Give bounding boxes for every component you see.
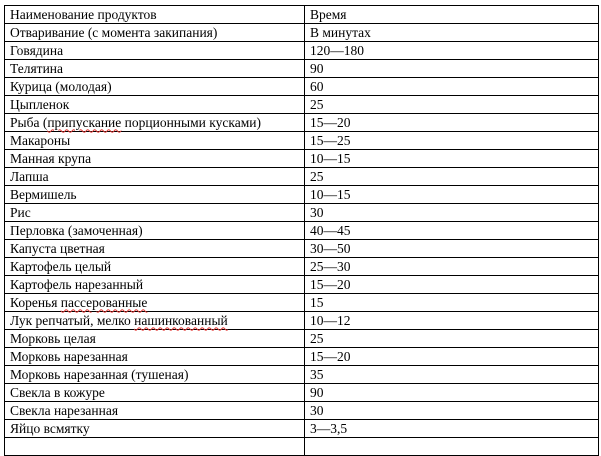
table-row bbox=[5, 132, 599, 150]
table-row bbox=[5, 366, 599, 384]
time-cell: 25—30 bbox=[305, 258, 599, 276]
time-cell: 15—20 bbox=[305, 348, 599, 366]
product-cell: Капуста цветная bbox=[5, 240, 305, 258]
product-cell bbox=[5, 114, 305, 132]
product-cell: Морковь нарезанная bbox=[5, 348, 305, 366]
table-row bbox=[5, 276, 599, 294]
product-cell: Картофель целый bbox=[5, 258, 305, 276]
table-row bbox=[5, 258, 599, 276]
product-cell: Вермишель bbox=[5, 186, 305, 204]
table-row bbox=[5, 6, 599, 24]
time-cell: 25 bbox=[305, 96, 599, 114]
text-segment: порционными кусками) bbox=[121, 114, 261, 130]
product-cell: Отваривание (с момента закипания) bbox=[5, 24, 305, 42]
time-cell: 10—15 bbox=[305, 186, 599, 204]
table-row bbox=[5, 168, 599, 186]
table-row bbox=[5, 150, 599, 168]
time-cell: 60 bbox=[305, 78, 599, 96]
product-cell bbox=[5, 312, 305, 330]
product-cell: Свекла в кожуре bbox=[5, 384, 305, 402]
table-row bbox=[5, 294, 599, 312]
text-segment: Коренья bbox=[10, 294, 61, 310]
time-cell: 10—15 bbox=[305, 150, 599, 168]
table-row bbox=[5, 24, 599, 42]
product-cell: Макароны bbox=[5, 132, 305, 150]
time-cell: Время bbox=[305, 6, 599, 24]
product-cell bbox=[5, 294, 305, 312]
table-row bbox=[5, 42, 599, 60]
table-row bbox=[5, 204, 599, 222]
product-cell: Телятина bbox=[5, 60, 305, 78]
table-row bbox=[5, 420, 599, 438]
time-cell bbox=[305, 438, 599, 456]
time-cell: 3—3,5 bbox=[305, 420, 599, 438]
product-cell: Цыпленок bbox=[5, 96, 305, 114]
product-cell bbox=[5, 438, 305, 456]
product-cell: Наименование продуктов bbox=[5, 6, 305, 24]
table-row bbox=[5, 96, 599, 114]
time-cell: 10—12 bbox=[305, 312, 599, 330]
product-cell: Морковь нарезанная (тушеная) bbox=[5, 366, 305, 384]
product-cell: Свекла нарезанная bbox=[5, 402, 305, 420]
table-row bbox=[5, 312, 599, 330]
time-cell: 30 bbox=[305, 402, 599, 420]
table-row bbox=[5, 60, 599, 78]
table-row bbox=[5, 114, 599, 132]
product-cell: Рис bbox=[5, 204, 305, 222]
cooking-time-table bbox=[4, 5, 599, 456]
time-cell: 35 bbox=[305, 366, 599, 384]
product-cell: Перловка (замоченная) bbox=[5, 222, 305, 240]
table-row bbox=[5, 384, 599, 402]
table-row bbox=[5, 348, 599, 366]
time-cell: В минутах bbox=[305, 24, 599, 42]
time-cell: 30 bbox=[305, 204, 599, 222]
time-cell: 15—20 bbox=[305, 114, 599, 132]
text-segment: Рыба ( bbox=[10, 114, 48, 130]
text-segment: Лук репчатый, мелко bbox=[10, 312, 135, 328]
product-cell: Лапша bbox=[5, 168, 305, 186]
time-cell: 40—45 bbox=[305, 222, 599, 240]
table-row bbox=[5, 222, 599, 240]
table-row bbox=[5, 78, 599, 96]
product-cell: Морковь целая bbox=[5, 330, 305, 348]
table-row bbox=[5, 186, 599, 204]
table-row-cut-off bbox=[5, 438, 599, 456]
product-cell: Яйцо всмятку bbox=[5, 420, 305, 438]
time-cell: 15—25 bbox=[305, 132, 599, 150]
product-cell: Манная крупа bbox=[5, 150, 305, 168]
spellcheck-word: припускание bbox=[47, 114, 122, 130]
table-row bbox=[5, 240, 599, 258]
time-cell: 120—180 bbox=[305, 42, 599, 60]
product-cell: Говядина bbox=[5, 42, 305, 60]
product-cell: Курица (молодая) bbox=[5, 78, 305, 96]
table-row bbox=[5, 330, 599, 348]
product-cell: Картофель нарезанный bbox=[5, 276, 305, 294]
time-cell: 90 bbox=[305, 384, 599, 402]
time-cell: 25 bbox=[305, 168, 599, 186]
spellcheck-word: нашинкованный bbox=[134, 312, 228, 328]
time-cell: 25 bbox=[305, 330, 599, 348]
time-cell: 15—20 bbox=[305, 276, 599, 294]
time-cell: 30—50 bbox=[305, 240, 599, 258]
table-row bbox=[5, 402, 599, 420]
time-cell: 90 bbox=[305, 60, 599, 78]
time-cell: 15 bbox=[305, 294, 599, 312]
spellcheck-word: пассерованные bbox=[60, 294, 148, 310]
